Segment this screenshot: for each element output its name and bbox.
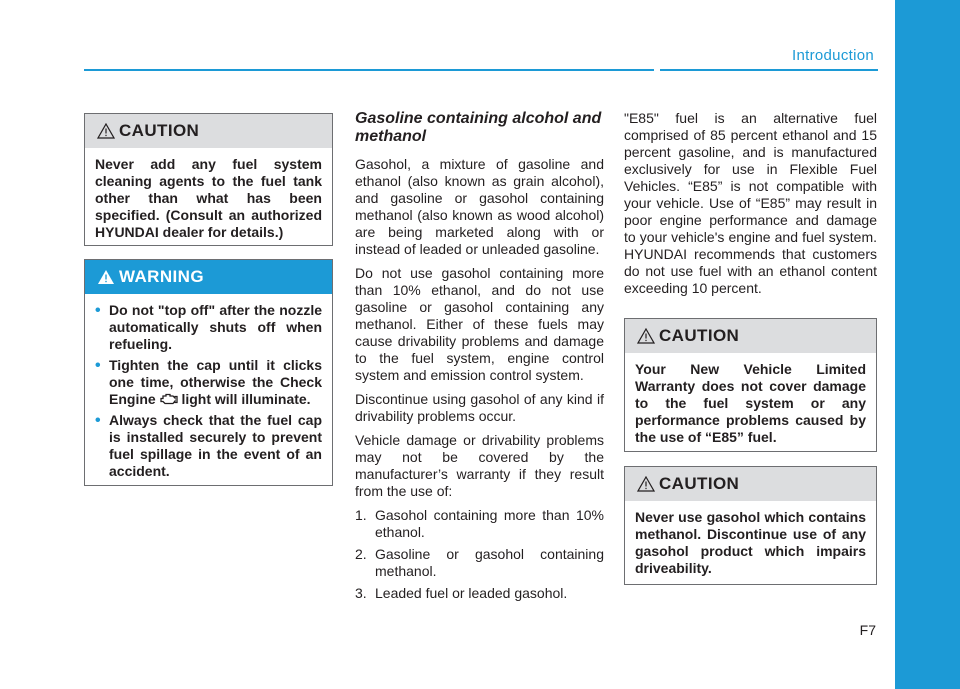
list-item: 3. Leaded fuel or leaded gasohol. bbox=[355, 585, 568, 601]
caution-box-methanol bbox=[624, 466, 877, 585]
caution-header bbox=[85, 114, 332, 148]
warning-triangle-icon bbox=[97, 123, 115, 139]
fuel-types-list bbox=[355, 507, 604, 602]
caution-text: Never add any fuel system cleaning agents to the fuel tank other than what has been specified. (Consult an authorized HYUNDAI dealer for details.) bbox=[95, 156, 322, 240]
paragraph: Do not use gasohol containing more than 10% ethanol, and do not use gasoline or gasohol containing any methanol. Either of these fuels may cause drivability problems and damage to the fuel system, engine control system and emission control system. bbox=[355, 265, 604, 383]
caution-text: Never use gasohol which contains methanol. Discontinue use of any gasohol product which impairs driveability. bbox=[635, 509, 866, 576]
paragraph: Vehicle damage or drivability problems may not be covered by the manufacturer’s warranty if they result from the use of: bbox=[355, 432, 604, 499]
warning-triangle-filled-icon bbox=[97, 269, 115, 285]
caution-label: CAUTION bbox=[659, 326, 740, 345]
right-column bbox=[624, 110, 877, 304]
paragraph: "E85" fuel is an alternative fuel comprised of 85 percent ethanol and 15 percent gasoline, and is manufactured exclusively for use in Flexible Fuel Vehicles. “E85” is not compatible with your vehicle. Use of “E85” may result in poor engine performance and damage to your vehicle's engine and fuel system. HYUNDAI recommends that customers do not use fuel with an ethanol content exceeding 10 percent. bbox=[624, 110, 877, 296]
list-item: • Do not "top off" after the nozzle automatically shuts off when refueling. bbox=[95, 302, 322, 353]
header-rule-right bbox=[660, 69, 878, 71]
list-item: 2. Gasoline or gasohol containing methanol. bbox=[355, 546, 604, 579]
caution-text: Your New Vehicle Limited Warranty does not cover damage to the fuel system or any performance problems caused by the use of “E85” fuel. bbox=[635, 361, 866, 445]
warning-header bbox=[85, 260, 332, 294]
warning-triangle-icon bbox=[637, 328, 655, 344]
section-title: Introduction bbox=[792, 47, 874, 64]
page-number: F7 bbox=[859, 622, 876, 638]
warning-list bbox=[95, 302, 322, 480]
list-item: • Always check that the fuel cap is installed securely to prevent fuel spillage in the event of an accident. bbox=[95, 412, 322, 480]
caution-box-fuel-additives bbox=[84, 113, 333, 246]
warning-label: WARNING bbox=[119, 267, 204, 286]
paragraph: Gasohol, a mixture of gasoline and ethanol (also known as grain alcohol), and gasoline or gasohol containing methanol (also known as wood alcohol) are being marketed along with or instead of leaded or unleaded gasoline. bbox=[355, 156, 604, 257]
check-engine-icon bbox=[160, 393, 178, 405]
list-item: • Tighten the cap until it clicks one time, otherwise the Check Engine light will illuminate. bbox=[95, 357, 322, 408]
section-heading: Gasoline containing alcohol and methanol bbox=[355, 110, 602, 145]
header-rule bbox=[84, 69, 654, 71]
warning-box-refueling bbox=[84, 259, 333, 486]
caution-header bbox=[625, 319, 876, 353]
warning-triangle-icon bbox=[637, 476, 655, 492]
paragraph: Discontinue using gasohol of any kind if drivability problems occur. bbox=[355, 391, 604, 424]
list-item: 1. Gasohol containing more than 10% ethanol. bbox=[355, 507, 604, 540]
chapter-tab-bar bbox=[895, 0, 960, 689]
caution-label: CAUTION bbox=[119, 121, 200, 140]
caution-header bbox=[625, 467, 876, 501]
caution-label: CAUTION bbox=[659, 474, 740, 493]
middle-column bbox=[355, 110, 604, 607]
caution-box-e85 bbox=[624, 318, 877, 452]
